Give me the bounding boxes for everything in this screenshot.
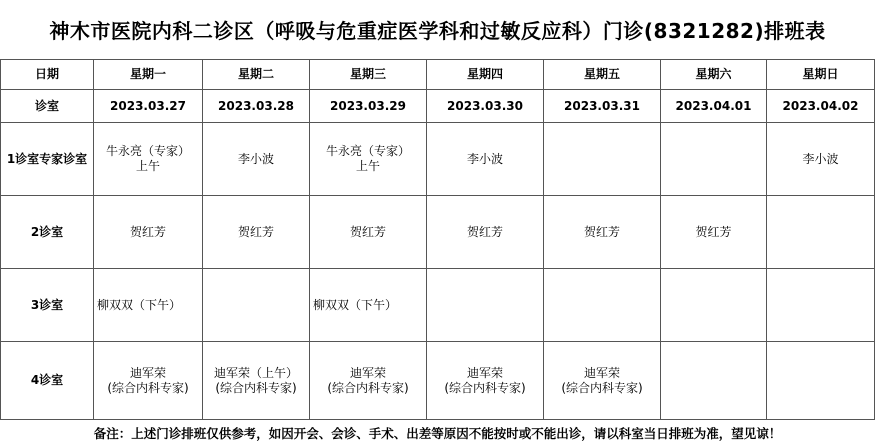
table-row xyxy=(1,123,875,196)
room-name: 4诊室 xyxy=(1,342,94,420)
doctor-name: 贺红芳 xyxy=(695,224,732,239)
doctor-name: 贺红芳 xyxy=(349,224,386,239)
day-header: 星期日 xyxy=(767,60,875,90)
schedule-cell-empty xyxy=(661,342,767,420)
doctor-title: (综合内科专家) xyxy=(444,380,526,395)
schedule-cell xyxy=(310,123,427,196)
header-row-dates xyxy=(1,90,875,123)
doctor-title: (综合内科专家) xyxy=(327,380,409,395)
header-row-days xyxy=(1,60,875,90)
schedule-table xyxy=(0,59,875,420)
schedule-cell-empty xyxy=(767,196,875,269)
schedule-cell-empty xyxy=(544,269,661,342)
schedule-cell xyxy=(94,123,203,196)
table-row xyxy=(1,269,875,342)
schedule-cell-empty xyxy=(767,342,875,420)
date-column-label: 日期 xyxy=(1,60,94,90)
schedule-cell-empty xyxy=(661,123,767,196)
doctor-name: 牛永亮（专家） xyxy=(105,144,190,158)
doctor-title: (综合内科专家) xyxy=(215,380,297,395)
doctor-name: 贺红芳 xyxy=(237,224,274,239)
schedule-cell-empty xyxy=(767,269,875,342)
doctor-name: 迪军荣 xyxy=(583,365,620,380)
date-header: 2023.03.29 xyxy=(310,90,427,123)
doctor-name: 贺红芳 xyxy=(129,224,166,239)
footer-note: 备注：上述门诊排班仅供参考，如因开会、会诊、手术、出差等原因不能按时或不能出诊，请以科室当日排班为准，望见谅！ xyxy=(93,426,782,441)
doctor-title: (综合内科专家) xyxy=(107,380,189,395)
schedule-cell-empty xyxy=(661,269,767,342)
session-note: 上午 xyxy=(355,159,380,173)
schedule-cell xyxy=(310,342,427,420)
schedule-cell-empty xyxy=(427,269,544,342)
schedule-cell xyxy=(203,123,310,196)
doctor-name: 迪军荣（上午） xyxy=(213,365,298,380)
schedule-cell xyxy=(767,123,875,196)
schedule-cell xyxy=(310,196,427,269)
date-header: 2023.03.30 xyxy=(427,90,544,123)
doctor-name: 贺红芳 xyxy=(583,224,620,239)
day-header: 星期六 xyxy=(661,60,767,90)
room-name: 1诊室专家诊室 xyxy=(1,123,94,196)
doctor-name: 柳双双（下午） xyxy=(97,297,182,312)
day-header: 星期五 xyxy=(544,60,661,90)
schedule-cell xyxy=(427,123,544,196)
schedule-cell xyxy=(661,196,767,269)
doctor-name: 李小波 xyxy=(802,151,839,166)
day-header: 星期四 xyxy=(427,60,544,90)
day-header: 星期三 xyxy=(310,60,427,90)
schedule-cell xyxy=(203,196,310,269)
schedule-cell-empty xyxy=(544,123,661,196)
date-header: 2023.04.02 xyxy=(767,90,875,123)
doctor-name: 李小波 xyxy=(237,151,274,166)
schedule-cell xyxy=(94,269,203,342)
schedule-cell xyxy=(94,342,203,420)
doctor-name: 李小波 xyxy=(466,151,503,166)
schedule-cell xyxy=(94,196,203,269)
schedule-cell xyxy=(427,342,544,420)
schedule-cell xyxy=(203,342,310,420)
table-row xyxy=(1,196,875,269)
doctor-name: 迪军荣 xyxy=(129,365,166,380)
schedule-cell-empty xyxy=(203,269,310,342)
date-header: 2023.04.01 xyxy=(661,90,767,123)
date-header: 2023.03.31 xyxy=(544,90,661,123)
day-header: 星期二 xyxy=(203,60,310,90)
schedule-cell xyxy=(427,196,544,269)
doctor-name: 贺红芳 xyxy=(466,224,503,239)
date-header: 2023.03.28 xyxy=(203,90,310,123)
room-column-label: 诊室 xyxy=(1,90,94,123)
schedule-cell xyxy=(544,196,661,269)
page-title: 神木市医院内科二诊区（呼吸与危重症医学科和过敏反应科）门诊(8321282)排班表 xyxy=(49,19,826,43)
day-header: 星期一 xyxy=(94,60,203,90)
doctor-name: 柳双双（下午） xyxy=(313,297,398,312)
doctor-title: (综合内科专家) xyxy=(561,380,643,395)
schedule-cell xyxy=(544,342,661,420)
doctor-name: 迪军荣 xyxy=(349,365,386,380)
doctor-name: 牛永亮（专家） xyxy=(325,144,410,158)
schedule-cell xyxy=(310,269,427,342)
room-name: 3诊室 xyxy=(1,269,94,342)
room-name: 2诊室 xyxy=(1,196,94,269)
session-note: 上午 xyxy=(135,159,160,173)
doctor-name: 迪军荣 xyxy=(466,365,503,380)
date-header: 2023.03.27 xyxy=(94,90,203,123)
table-row xyxy=(1,342,875,420)
